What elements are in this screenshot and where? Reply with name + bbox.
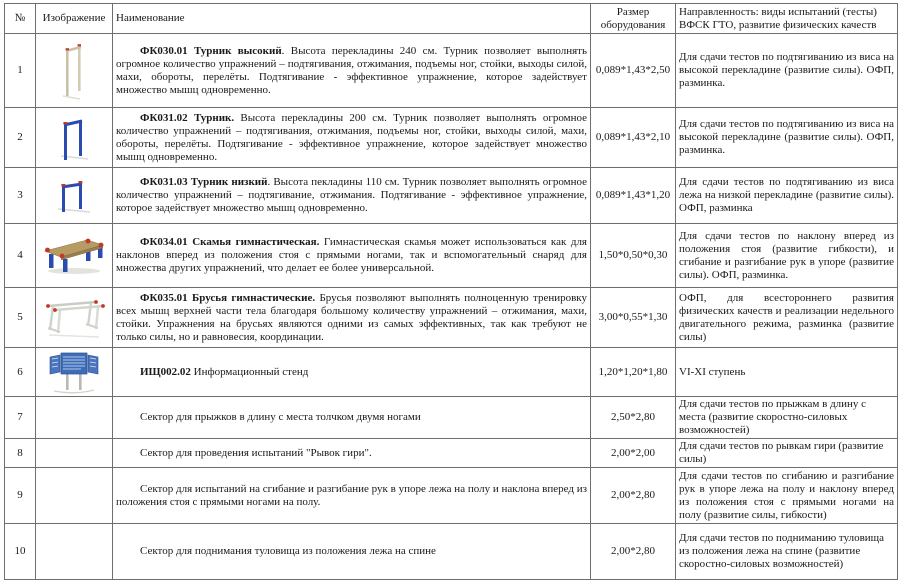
- row-number: 1: [5, 34, 36, 108]
- equipment-name-cell: [113, 224, 591, 288]
- equipment-name-cell: [113, 288, 591, 348]
- equipment-image-cell: [36, 524, 113, 580]
- equipment-description: Сектор для проведения испытаний "Рывок гири".: [140, 446, 372, 459]
- equipment-image-cell: [36, 468, 113, 524]
- equipment-image-cell: [36, 397, 113, 439]
- col-header-num: №: [5, 4, 36, 34]
- low-pullup-bar-image: [52, 178, 96, 214]
- equipment-code: ФК030.01 Турник высокий: [140, 44, 282, 57]
- table-row: [5, 439, 898, 468]
- table-row: [5, 34, 898, 108]
- equipment-direction-cell: Для сдачи тестов по подтягиванию из виса на высокой перекладине (развитие силы). ОФП, разминка.: [676, 108, 898, 168]
- info-stand-image: [47, 349, 101, 395]
- equipment-name-cell: [113, 348, 591, 397]
- table-row: [5, 397, 898, 439]
- equipment-name-cell: [113, 439, 591, 468]
- equipment-direction-cell: Для сдачи тестов по прыжкам в длину с места (развитие скоростно-силовых возможностей): [676, 397, 898, 439]
- equipment-size-cell: 0,089*1,43*2,10: [591, 108, 676, 168]
- row-number: 2: [5, 108, 36, 168]
- equipment-size-cell: 3,00*0,55*1,30: [591, 288, 676, 348]
- equipment-name-cell: [113, 168, 591, 224]
- parallel-bars-image: [41, 297, 107, 339]
- equipment-direction-cell: Для сдачи тестов по рывкам гири (развитие силы): [676, 439, 898, 468]
- equipment-image-cell: [36, 34, 113, 108]
- equipment-size-cell: 1,20*1,20*1,80: [591, 348, 676, 397]
- equipment-code: ФК034.01 Скамья гимнастическая.: [140, 236, 320, 248]
- equipment-direction-cell: ОФП, для всестороннего развития физических качеств и реализации недельного двигательного режима, разминка (развитие силы): [676, 288, 898, 348]
- equipment-direction-cell: Для сдачи тестов по подниманию туловища из положения лежа на спине (развитие скоростно-силовых возможностей): [676, 524, 898, 580]
- col-header-image: Изображение: [36, 4, 113, 34]
- equipment-image-cell: [36, 108, 113, 168]
- equipment-size-cell: 1,50*0,50*0,30: [591, 224, 676, 288]
- equipment-description: Высота перекладины 200 см. Турник позволяет выполнять огромное количество упражнений – подтягивания, отжимания, подъемы ног, стойки, выходы силой, махи, обороты, перелёты. Подтягивание - эффективное упражнение, которое задействует множество мышц одновременно.: [116, 111, 587, 163]
- equipment-name-cell: [113, 397, 591, 439]
- table-row: [5, 524, 898, 580]
- table-row: [5, 348, 898, 397]
- equipment-description: Информационный стенд: [190, 365, 309, 378]
- equipment-description: Сектор для испытаний на сгибание и разгибание рук в упоре лежа на полу и наклона вперед из положения стоя с прямыми ногами на полу.: [116, 482, 587, 508]
- equipment-name-cell: [113, 108, 591, 168]
- equipment-size-cell: 0,089*1,43*2,50: [591, 34, 676, 108]
- table-row: [5, 224, 898, 288]
- equipment-code: ФК031.03 Турник низкий: [140, 176, 268, 188]
- row-number: 8: [5, 439, 36, 468]
- equipment-image-cell: [36, 348, 113, 397]
- row-number: 10: [5, 524, 36, 580]
- table-row: [5, 288, 898, 348]
- equipment-direction-cell: Для сдачи тестов по сгибанию и разгибание рук в упоре лежа на полу и наклону вперед из положения стоя с прямыми ногами на полу (развитие силы, гибкости): [676, 468, 898, 524]
- col-header-name: Наименование: [113, 4, 591, 34]
- equipment-direction-cell: Для сдачи тестов по подтягиванию из виса на высокой перекладине (развитие силы). ОФП, разминка.: [676, 34, 898, 108]
- equipment-description: Гимнастическая скамья может использоваться как для наклонов вперед из положения стоя с прямыми ногами, так и вспомогательный снаряд для множества других упражнений, что делает ее более универсальной.: [116, 236, 587, 274]
- row-number: 9: [5, 468, 36, 524]
- table-row: [5, 468, 898, 524]
- equipment-size-cell: 2,00*2,80: [591, 524, 676, 580]
- equipment-image-cell: [36, 288, 113, 348]
- equipment-direction-cell: VI-XI ступень: [676, 348, 898, 397]
- gym-bench-image: [41, 236, 107, 276]
- table-header-row: [5, 4, 898, 34]
- col-header-size: Размер оборудования: [591, 4, 676, 34]
- row-number: 6: [5, 348, 36, 397]
- equipment-image-cell: [36, 439, 113, 468]
- col-header-direction: Направленность: виды испытаний (тесты) ВФСК ГТО, развитие физических качеств: [676, 4, 898, 34]
- equipment-description: Сектор для прыжков в длину с места толчком двумя ногами: [140, 411, 421, 423]
- equipment-description: . Высота перекладины 240 см. Турник позволяет выполнять огромное количество упражнений – подтягивания, отжимания, подъемы ног, стойки, выходы силой, махи, обороты, перелёты. Подтягивание - эффективное упражнение, которое задействует множество мышц одновременно.: [116, 44, 587, 96]
- equipment-size-cell: 2,00*2,80: [591, 468, 676, 524]
- equipment-size-cell: 2,50*2,80: [591, 397, 676, 439]
- equipment-name-cell: [113, 468, 591, 524]
- table-row: [5, 168, 898, 224]
- table-row: [5, 108, 898, 168]
- equipment-size-cell: 0,089*1,43*1,20: [591, 168, 676, 224]
- equipment-name-cell: [113, 34, 591, 108]
- equipment-code: ИЩ002.02: [140, 365, 191, 378]
- equipment-table: [4, 3, 898, 580]
- equipment-image-cell: [36, 224, 113, 288]
- equipment-direction-cell: Для сдачи тестов по наклону вперед из положения стоя (развитие гибкости), и сгибание и разгибание рук в упоре (развитие силы). ОФП, разминка.: [676, 224, 898, 288]
- equipment-code: ФК035.01 Брусья гимнастические.: [140, 291, 316, 304]
- high-pullup-bar-image: [56, 42, 92, 100]
- equipment-name-cell: [113, 524, 591, 580]
- row-number: 7: [5, 397, 36, 439]
- row-number: 5: [5, 288, 36, 348]
- equipment-size-cell: 2,00*2,00: [591, 439, 676, 468]
- equipment-description: Брусья позволяют выполнять полноценную тренировку всех мышц верхней части тела благодаря большому количеству упражнений – отжимания, махи, стойки. Упражнения на брусьях являются одними из самых эффективных, так как требуют не только силы, но и равновесия, координации.: [116, 291, 587, 343]
- row-number: 4: [5, 224, 36, 288]
- row-number: 3: [5, 168, 36, 224]
- equipment-direction-cell: Для сдачи тестов по подтягиванию из виса лежа на низкой перекладине (развитие силы). ОФП, разминка: [676, 168, 898, 224]
- equipment-image-cell: [36, 168, 113, 224]
- pullup-bar-image: [55, 115, 93, 161]
- equipment-description: . Высота пекладины 110 см. Турник позволяет выполнять огромное количество упражнений – подтягивание, отжимания. Подтягивание - эффективное упражнение, которое задействует множество мышц одновременно.: [116, 176, 587, 214]
- equipment-code: ФК031.02 Турник.: [140, 111, 235, 124]
- equipment-description: Сектор для поднимания туловища из положения лежа на спине: [140, 545, 436, 557]
